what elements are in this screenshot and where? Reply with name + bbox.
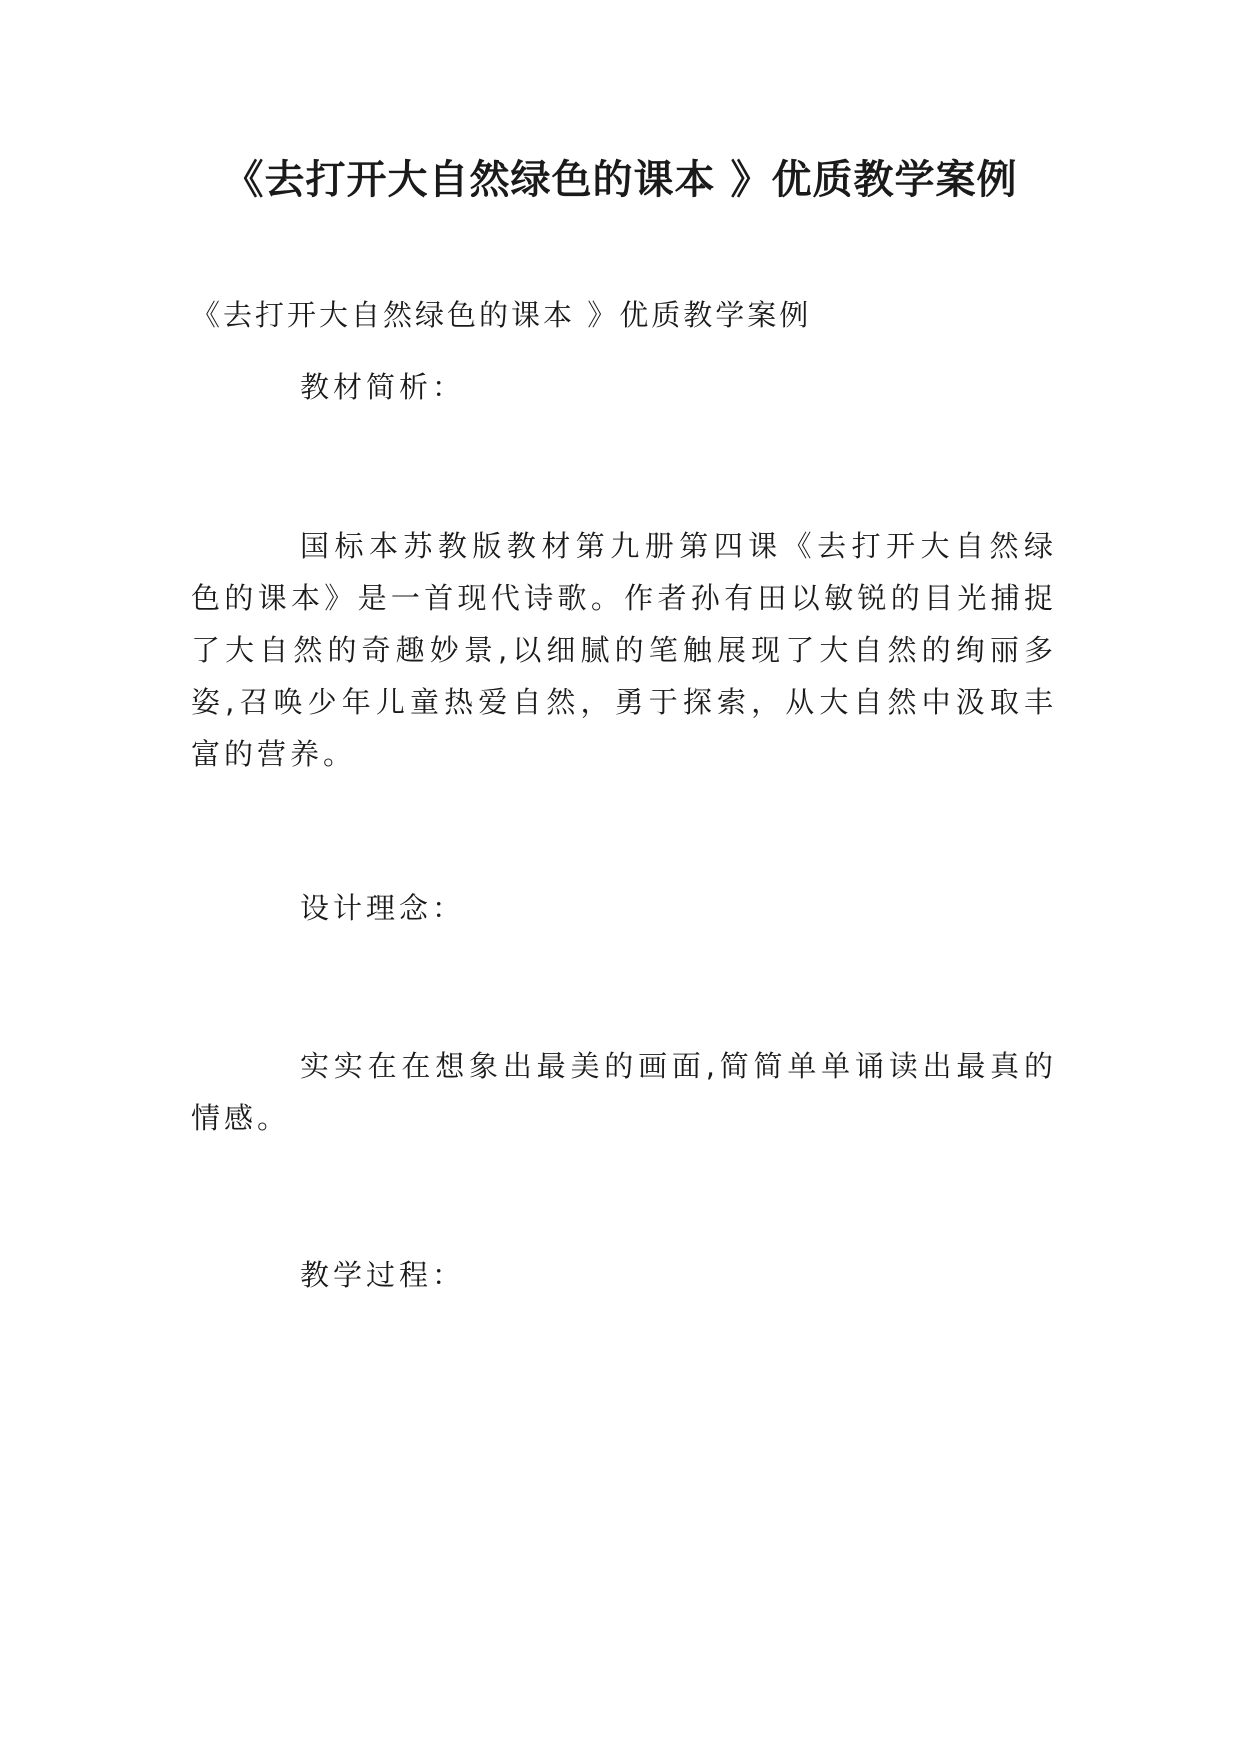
document-subtitle: 《去打开大自然绿色的课本 》优质教学案例	[191, 298, 812, 332]
paragraph-textbook-analysis: 国标本苏教版教材第九册第四课《去打开大自然绿色的课本》是一首现代诗歌。作者孙有田以敏锐的目光捕捉了大自然的奇趣妙景,以细腻的笔触展现了大自然的绚丽多姿,召唤少年儿童热爱自然，勇于探索，从大自然中汲取丰富的营养。	[191, 529, 1057, 771]
document-title: 《去打开大自然绿色的课本 》优质教学案例	[223, 157, 1018, 203]
section-heading-design-concept: 设计理念：	[300, 891, 466, 925]
section-heading-textbook-analysis: 教材简析：	[300, 370, 466, 404]
section-heading-teaching-process: 教学过程：	[300, 1258, 466, 1292]
paragraph-design-concept: 实实在在想象出最美的画面,简简单单诵读出最真的情感。	[191, 1049, 1057, 1135]
